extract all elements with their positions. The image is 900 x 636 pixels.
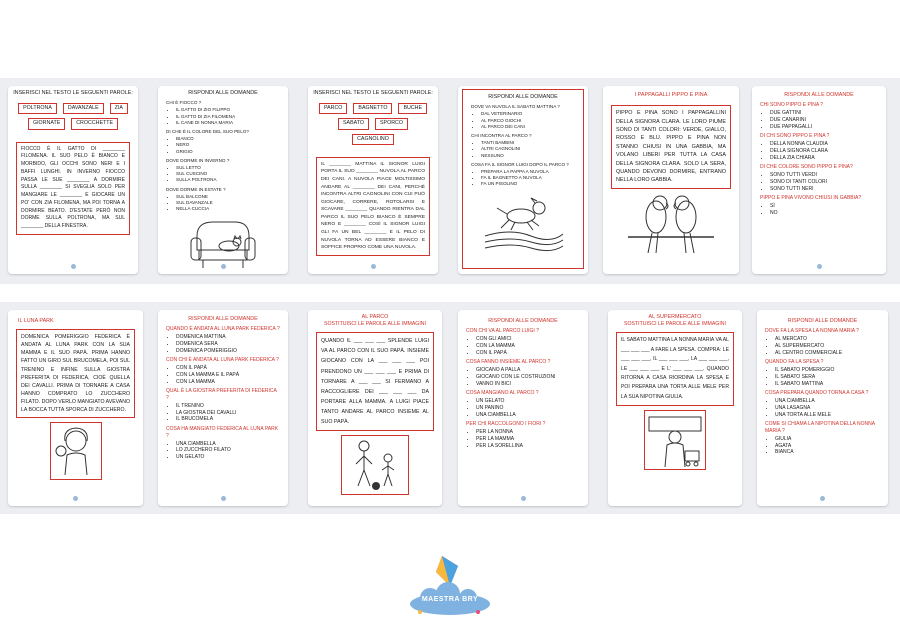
question-text: QUANDO È ANDATA AL LUNA PARK FEDERICA ?: [166, 326, 280, 333]
question-text: CON CHI È ANDATA AL LUNA PARK FEDERICA ?: [166, 357, 279, 364]
question-text: PIPPO E PINA VIVONO CHIUSI IN GABBIA?: [760, 195, 862, 202]
worksheet-title: RISPONDI ALLE DOMANDE: [488, 318, 558, 324]
answer-options: [476, 429, 588, 449]
answer-option[interactable]: • SUL BALCONE: [176, 194, 288, 200]
story-text: IL SABATO MATTINA LA NONNA MARIA VA AL ___ ___ ___ A FARE LA SPESA. COMPRA: LE ___ ___ ___, IL ___ ___ ___, LA ___ ___ ___, LE ___ ___ ___ E L' ___ ___ ___. QUANDO RITORNA A CASA RIORDINA LA SPESA E POI PREPARA UNA TORTA ALLE MELE PER LA SUA NIPOTINA GIULIA.: [616, 332, 734, 406]
page-stamp-icon: [71, 264, 76, 269]
worksheet-title: RISPONDI ALLE DOMANDE: [188, 90, 258, 96]
word-chip: BAGNETTO: [353, 103, 392, 114]
question-text: DI CHE COLORE SONO PIPPO E PINA?: [760, 164, 853, 171]
answer-option[interactable]: • CON LA MAMMA E IL PAPÀ: [176, 372, 288, 379]
worksheet-title: AL PARCO: [361, 314, 389, 320]
question-text: DI CHI SONO PIPPO E PINA ?: [760, 133, 830, 140]
worksheet-title: I PAPPAGALLI PIPPO E PINA: [634, 92, 708, 98]
answer-option[interactable]: • AL PARCO DEI CANI: [481, 124, 583, 130]
answer-option[interactable]: • NESSUNO: [481, 153, 583, 159]
worksheet-pappagalli-questions[interactable]: [752, 86, 886, 274]
question-text: COSA PREPARA QUANDO TORNA A CASA ?: [765, 390, 869, 397]
answer-option[interactable]: • DUE GATTINI: [770, 110, 886, 117]
answer-option[interactable]: • UNA LASAGNA: [775, 405, 888, 412]
answer-option[interactable]: • DUE CANARINI: [770, 117, 886, 124]
answer-option[interactable]: • GIOCANO CON LE COSTRUZIONI: [476, 374, 588, 381]
answer-option[interactable]: • AL SUPERMERCATO: [775, 343, 888, 350]
answer-options: [176, 334, 288, 354]
worksheet-title: INSERISCI NEL TESTO LE SEGUENTI PAROLE:: [13, 90, 133, 96]
page-stamp-icon: [817, 264, 822, 269]
page-stamp-icon: [820, 496, 825, 501]
question-list: [463, 104, 583, 187]
answer-option[interactable]: • SULLA POLTRONA: [176, 177, 288, 183]
word-chip: CROCCHETTE: [71, 118, 118, 129]
word-chip: CAGNOLINO: [352, 134, 394, 145]
answer-options: [775, 436, 888, 456]
question-text: QUAL È LA GIOSTRA PREFERITA DI FEDERICA ?: [166, 388, 277, 402]
answer-option[interactable]: • FA UN PISOLINO: [481, 181, 583, 187]
word-bank: [8, 99, 138, 133]
answer-option[interactable]: • IL GATTO DI ZIO FILIPPO: [176, 107, 288, 113]
word-chip: SABATO: [338, 118, 369, 129]
word-chip: GIORNATE: [28, 118, 65, 129]
answer-option[interactable]: • GIOCANO A PALLA: [476, 367, 588, 374]
answer-option[interactable]: • AGATA: [775, 443, 888, 450]
answer-options: [176, 107, 288, 126]
question-text: COSA FANNO INSIEME AL PARCO ?: [466, 359, 551, 366]
answer-option[interactable]: • UNA CIAMBELLA: [476, 412, 588, 419]
question-text: DOVE DORME IN ESTATE ?: [166, 186, 226, 192]
worksheet-subtitle: SOSTITUISCI LE PAROLE ALLE IMMAGINI: [324, 321, 426, 328]
answer-option[interactable]: • UNA TORTA ALLE MELE: [775, 412, 888, 419]
worksheet-title: RISPONDI ALLE DOMANDE: [188, 316, 258, 322]
question-text: DOVE VA NUVOLA IL SABATO MATTINA ?: [471, 104, 560, 110]
worksheet-parco-images[interactable]: [308, 310, 442, 506]
answer-options: [176, 441, 288, 461]
answer-option[interactable]: • SONO DI TANTI COLORI: [770, 179, 886, 186]
answer-option[interactable]: • CON LA MAMMA: [176, 379, 288, 386]
story-text: IL ________ MATTINA IL SIGNOR LUIGI PORTA IL SUO ________ NUVOLA AL PARCO DEI CANI. A NUVOLA PIACE MOLTISSIMO ANDARE AL ________ DEI CANI, PERCHÉ INCONTRA ALTRI CAGNOLINI CON CUI PUÒ GIOCARE, CORRERE, ROTOLARSI E SCAVARE ________ QUANDO RIENTRA DAL PARCO IL SUO PELO BIANCO È SEMPRE NERO E ________ COSÌ IL SIGNOR LUIGI GLI FA UN BEL ________ E IL PELO DI NUVOLA TORNA AD ESSERE BIANCO E SOFFICE PROPRIO COME UNA NUVOLA.: [316, 157, 430, 256]
kite-cloud-icon: [380, 552, 520, 622]
answer-options: [176, 194, 288, 213]
answer-option[interactable]: • CON IL PAPÀ: [176, 365, 288, 372]
cat-armchair-illustration: [183, 216, 263, 270]
answer-option[interactable]: • CON LA MAMMA: [476, 343, 588, 350]
answer-option[interactable]: • AL PARCO GIOCHI: [481, 118, 583, 124]
answer-option[interactable]: • UNA CIAMBELLA: [775, 398, 888, 405]
worksheet-parco-questions[interactable]: [458, 310, 588, 506]
page-stamp-icon: [221, 264, 226, 269]
answer-option[interactable]: • PER LA NONNA: [476, 429, 588, 436]
answer-options: [775, 367, 888, 387]
answer-option[interactable]: • DUE PAPPAGALLI: [770, 124, 886, 131]
story-text: FIOCCO È IL GATTO DI ________ FILOMENA. IL SUO PELO È BIANCO E MORBIDO, GLI OCCHI SONO NERI E I BAFFI LUNGHI. IN INVERNO FIOCCO PASSA LE SUE ________ A DORMIRE SULLA ________ SI SVEGLIA SOLO PER MANGIARE LE ________ E GIOCARE UN PO' CON ZIA FILOMENA, MA POI TORNA A DORMIRE BEATO. D'ESTATE PERÒ NON DORME SULLA POLTRONA, MA SUL ________ DELLA FINESTRA.: [16, 142, 130, 235]
page-stamp-icon: [521, 496, 526, 501]
question-text: DOVE FA LA SPESA LA NONNA MARIA ?: [765, 328, 859, 335]
answer-option[interactable]: • LA GIOSTRA DEI CAVALLI: [176, 410, 288, 417]
question-text: PER CHI RACCOLGONO I FIORI ?: [466, 421, 546, 428]
worksheet-subtitle: SOSTITUISCI LE PAROLE ALLE IMMAGINI: [624, 321, 726, 328]
question-list: [757, 328, 888, 456]
answer-option[interactable]: • PER LA SORELLINA: [476, 443, 588, 450]
answer-option[interactable]: • IL SABATO POMERIGGIO: [775, 367, 888, 374]
answer-options: [481, 169, 583, 188]
answer-option[interactable]: • BIANCA: [775, 449, 888, 456]
answer-option[interactable]: • LO ZUCCHERO FILATO: [176, 447, 288, 454]
worksheet-supermercato-questions[interactable]: [757, 310, 888, 506]
answer-options: [775, 336, 888, 356]
answer-option[interactable]: • BIANCO: [176, 136, 288, 142]
answer-options: [770, 110, 886, 130]
word-chip: ZIA: [110, 103, 128, 114]
question-text: DI CHE È IL COLORE DEL SUO PELO?: [166, 129, 249, 135]
question-text: COME SI CHIAMA LA NIPOTINA DELLA NONNA MARIA ?: [765, 421, 875, 435]
word-chip: DAVANZALE: [63, 103, 104, 114]
answer-option[interactable]: • VANNO IN BICI: [476, 381, 588, 388]
answer-option[interactable]: • NERO: [176, 142, 288, 148]
father-son-ball-illustration: [341, 435, 409, 495]
word-chip: BUCHE: [398, 103, 427, 114]
answer-option[interactable]: • AL MERCATO: [775, 336, 888, 343]
story-text: QUANDO IL ___ ___ ___ SPLENDE LUIGI VA AL PARCO CON IL SUO PAPÀ. INSIEME GIOCANO CON LA ___ ___ ___ POI PRENDONO UN ___ ___ ___ E PRIMA DI TORNARE A ___ ___ SI FERMANO A RACCOGLIERE DEI ___ ___ ___ DA PORTARE ALLA MAMMA. A LUIGI PIACE TANTO ANDARE AL PARCO INSIEME AL SUO PAPÀ.: [316, 332, 434, 431]
answer-options: [770, 141, 886, 161]
worksheet-fiocco-fill[interactable]: [8, 86, 138, 274]
answer-option[interactable]: • NO: [770, 210, 886, 217]
answer-option[interactable]: • DOMENICA POMERIGGIO: [176, 348, 288, 355]
question-text: CON CHI VA AL PARCO LUIGI ?: [466, 328, 539, 335]
question-text: CHI INCONTRA AL PARCO ?: [471, 133, 532, 139]
worksheet-title: INSERISCI NEL TESTO LE SEGUENTI PAROLE:: [313, 90, 433, 96]
worksheet-nuvola-questions[interactable]: [458, 86, 588, 274]
question-text: COSA FA IL SIGNOR LUIGI DOPO IL PARCO ?: [471, 161, 569, 167]
worksheet-title: AL SUPERMERCATO: [648, 314, 702, 320]
answer-option[interactable]: • DELLA SIGNORA CLARA: [770, 148, 886, 155]
answer-option[interactable]: • IL GATTO DI ZIA FILOMENA: [176, 114, 288, 120]
answer-options: [176, 365, 288, 385]
answer-option[interactable]: • IL TRENINO: [176, 403, 288, 410]
question-list: [158, 326, 288, 461]
answer-option[interactable]: • IL BRUCOMELA: [176, 416, 288, 423]
worksheet-title: RISPONDI ALLE DOMANDE: [787, 318, 858, 324]
answer-options: [476, 398, 588, 418]
answer-options: [176, 136, 288, 155]
answer-options: [481, 140, 583, 159]
answer-option[interactable]: • SUL CUSCINO: [176, 171, 288, 177]
grandma-shopping-illustration: [644, 410, 706, 470]
page-stamp-icon: [221, 496, 226, 501]
word-bank: [308, 99, 438, 148]
answer-option[interactable]: • PREPARA LA PAPPA A NUVOLA: [481, 169, 583, 175]
parrots-illustration: [626, 193, 716, 255]
answer-option[interactable]: • ALTRI CAGNOLINI: [481, 146, 583, 152]
story-text: DOMENICA POMERIGGIO FEDERICA È ANDATA AL LUNA PARK CON LA SUA MAMMA E IL SUO PAPÀ. PRIMA HANNO FATTO UN GIRO SUL BRUCOMELA, POI SUL TRENINO E INFINE SULLA GIOSTRA PREFERITA DI FEDERICA, CIOÈ QUELLA DEI CAVALLI. PRIMA DI TORNARE A CASA HANNO COMPRATO LO ZUCCHERO FILATO. DOPO VERLO MANGIATO AVEVANO LA BOCCA TUTTA SPORCA DI ZUCCHERO.: [16, 329, 135, 418]
answer-option[interactable]: • IL CANE DI NONNA MARIA: [176, 120, 288, 126]
word-chip: PARCO: [319, 103, 347, 114]
question-list: [458, 328, 588, 449]
answer-options: [770, 172, 886, 192]
answer-options: [176, 165, 288, 184]
question-text: CHI È FIOCCO ?: [166, 100, 202, 106]
question-list: [752, 102, 886, 216]
page-stamp-icon: [73, 496, 78, 501]
answer-option[interactable]: • IL SABATO SERA: [775, 374, 888, 381]
answer-option[interactable]: • DAL VETERINARIO: [481, 111, 583, 117]
worksheet-supermercato-images[interactable]: [608, 310, 742, 506]
answer-option[interactable]: • UN GELATO: [476, 398, 588, 405]
answer-option[interactable]: • FA IL BAGNETTO A NUVOLA: [481, 175, 583, 181]
story-text: PIPPO E PINA SONO I PAPPAGALLINI DELLA SIGNORA CLARA. LE LORO PIUME SONO DI TANTI COLORI: VERDE, GIALLO, ROSSO E BLU. PIPPO E PINA NON STANNO CHIUSI IN UNA GABBIA, MA VOLANO LIBERI PER TUTTA LA CASA DELLA SIGNORA CLARA. SOLO LA SERA, QUANDO DEVONO DORMIRE, ENTRANO NELLA LORO GABBIA.: [611, 105, 731, 188]
question-text: CHI SONO PIPPO E PINA ?: [760, 102, 824, 109]
answer-option[interactable]: • UNA CIAMBELLA: [176, 441, 288, 448]
answer-option[interactable]: • UN GELATO: [176, 454, 288, 461]
answer-options: [176, 403, 288, 423]
answer-option[interactable]: • SUL DAVANZALE: [176, 200, 288, 206]
answer-option[interactable]: • UN PANINO: [476, 405, 588, 412]
word-chip: POLTRONA: [18, 103, 57, 114]
maestra-bry-logo: [380, 552, 520, 622]
answer-option[interactable]: • PER LA MAMMA: [476, 436, 588, 443]
answer-option[interactable]: • SUL LETTO: [176, 165, 288, 171]
answer-option[interactable]: • DELLA NONNA CLAUDIA: [770, 141, 886, 148]
worksheet-pappagalli-text[interactable]: [603, 86, 739, 274]
dog-jumping-illustration: [481, 192, 565, 252]
answer-options: [476, 336, 588, 356]
question-text: COSA MANGIANO AL PARCO ?: [466, 390, 539, 397]
answer-option[interactable]: • SONO TUTTI NERI: [770, 186, 886, 193]
question-text: DOVE DORME IN INVERNO ?: [166, 157, 230, 163]
logo-text: MAESTRA BRY: [421, 596, 479, 603]
page-stamp-icon: [371, 264, 376, 269]
answer-option[interactable]: • SONO TUTTI VERDI: [770, 172, 886, 179]
answer-options: [476, 367, 588, 387]
answer-option[interactable]: • IL SABATO MATTINA: [775, 381, 888, 388]
question-text: COSA HA MANGIATO FEDERICA AL LUNA PARK ?: [166, 426, 279, 439]
question-list: [158, 100, 288, 212]
girl-cotton-candy-illustration: [50, 422, 102, 480]
worksheet-title: RISPONDI ALLE DOMANDE: [784, 92, 854, 98]
answer-options: [770, 203, 886, 217]
answer-option[interactable]: • GIULIA: [775, 436, 888, 443]
answer-option[interactable]: • DOMENICA MATTINA: [176, 334, 288, 341]
answer-option[interactable]: • AL CENTRO COMMERCIALE: [775, 350, 888, 357]
worksheet-lunapark-text[interactable]: [8, 310, 143, 506]
word-chip: SPORCO: [375, 118, 408, 129]
worksheet-fiocco-questions[interactable]: [158, 86, 288, 274]
answer-option[interactable]: • CON IL PAPÀ: [476, 350, 588, 357]
worksheet-lunapark-questions[interactable]: [158, 310, 288, 506]
answer-options: [481, 111, 583, 130]
answer-option[interactable]: • DELLA ZIA CHIARA: [770, 155, 886, 162]
answer-option[interactable]: • DOMENICA SERA: [176, 341, 288, 348]
worksheet-nuvola-fill[interactable]: [308, 86, 438, 274]
worksheet-title: RISPONDI ALLE DOMANDE: [488, 94, 558, 100]
answer-option[interactable]: • NELLA CUCCIA: [176, 206, 288, 212]
answer-option[interactable]: • SÌ: [770, 203, 886, 210]
worksheet-title: IL LUNA PARK: [18, 318, 54, 324]
answer-option[interactable]: • GRIGIO: [176, 149, 288, 155]
answer-option[interactable]: • TANTI BAMBINI: [481, 140, 583, 146]
question-text: QUANDO FA LA SPESA ?: [765, 359, 824, 366]
answer-options: [775, 398, 888, 418]
answer-option[interactable]: • CON GLI AMICI: [476, 336, 588, 343]
